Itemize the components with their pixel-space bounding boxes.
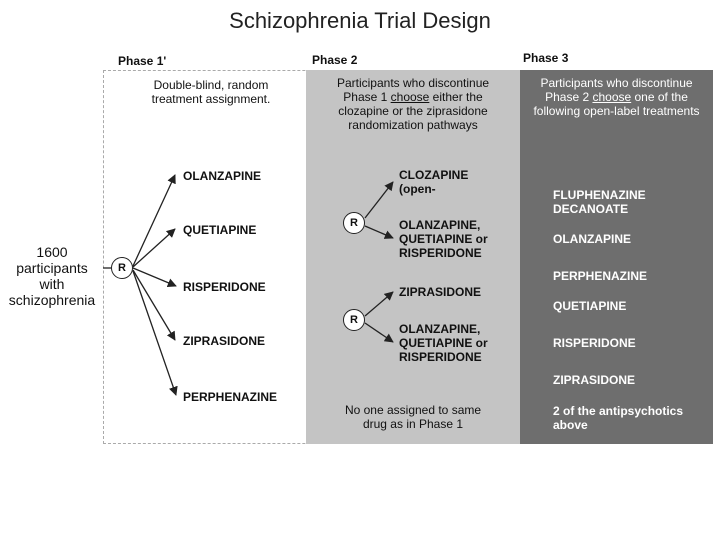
drug-line: OLANZAPINE, — [399, 322, 481, 336]
phase3-drug-risperidone: RISPERIDONE — [553, 336, 636, 350]
phase1-drug-olanzapine: OLANZAPINE — [183, 169, 261, 183]
drug-line: RISPERIDONE — [399, 350, 482, 364]
participants-line: 1600 — [36, 244, 68, 260]
description-line: clozapine or the ziprasidone — [338, 104, 488, 118]
description-line: randomization pathways — [348, 118, 478, 132]
phase2-olanzapine-quetiapine-risperidone-option — [399, 218, 488, 260]
phase1-description — [136, 78, 286, 106]
phase3-drug-olanzapine: OLANZAPINE — [553, 232, 631, 246]
phase2-description — [308, 76, 518, 132]
diagram-title: Schizophrenia Trial Design — [229, 8, 491, 33]
drug-line: (open- — [399, 182, 436, 196]
phase3-drug-ziprasidone: ZIPRASIDONE — [553, 373, 636, 387]
drug-line: RISPERIDONE — [399, 246, 482, 260]
drug-line: CLOZAPINE — [399, 168, 469, 182]
note-line: above — [553, 418, 588, 432]
description-emphasis: choose — [592, 90, 632, 104]
description-text: one of the — [631, 90, 688, 104]
phase2-footer-note — [308, 403, 518, 431]
phase1-drug-perphenazine: PERPHENAZINE — [183, 390, 278, 404]
description-line: Participants who discontinue — [540, 76, 693, 90]
phase3-heading: Phase 3 — [523, 51, 569, 65]
drug-line: OLANZAPINE, — [399, 218, 481, 232]
randomization-node-clozapine-pathway: R — [343, 212, 365, 234]
description-line: treatment assignment. — [151, 92, 271, 106]
description-emphasis: choose — [390, 90, 430, 104]
phase3-drug-perphenazine: PERPHENAZINE — [553, 269, 648, 283]
description-line — [520, 90, 713, 104]
note-line: drug as in Phase 1 — [362, 417, 464, 431]
phase1-drug-quetiapine: QUETIAPINE — [183, 223, 257, 237]
phase2-ziprasidone-option: ZIPRASIDONE — [399, 285, 482, 299]
description-text: Phase 2 — [545, 90, 593, 104]
description-text: Phase 1 — [343, 90, 391, 104]
drug-line: DECANOATE — [553, 202, 629, 216]
description-text: either the — [429, 90, 483, 104]
drug-line: FLUPHENAZINE — [553, 188, 646, 202]
phase3-panel — [520, 70, 713, 444]
note-line: 2 of the antipsychotics — [553, 404, 684, 418]
description-line: following open-label treatments — [533, 104, 700, 118]
randomization-node-phase1: R — [111, 257, 133, 279]
participants-line: participants — [16, 260, 88, 276]
description-line — [308, 90, 518, 104]
drug-line: QUETIAPINE or — [399, 336, 488, 350]
phase1-drug-ziprasidone: ZIPRASIDONE — [183, 334, 266, 348]
participants-line: schizophrenia — [8, 292, 96, 308]
phase3-description — [520, 76, 713, 118]
phase3-footer-note — [553, 404, 683, 432]
participants-label — [2, 244, 102, 308]
description-line: Participants who discontinue — [336, 76, 490, 90]
phase1-drug-risperidone: RISPERIDONE — [183, 280, 266, 294]
phase1-heading: Phase 1' — [118, 54, 167, 68]
phase2-heading: Phase 2 — [312, 53, 358, 67]
drug-line: QUETIAPINE or — [399, 232, 488, 246]
description-line: Double-blind, random — [153, 78, 269, 92]
phase3-drug-quetiapine: QUETIAPINE — [553, 299, 627, 313]
note-line: No one assigned to same — [344, 403, 482, 417]
phase2-clozapine-option — [399, 168, 468, 196]
phase2-olanzapine-quetiapine-risperidone-option — [399, 322, 488, 364]
randomization-node-ziprasidone-pathway: R — [343, 309, 365, 331]
participants-line: with — [39, 276, 65, 292]
phase3-drug-fluphenazine-decanoate — [553, 188, 646, 216]
